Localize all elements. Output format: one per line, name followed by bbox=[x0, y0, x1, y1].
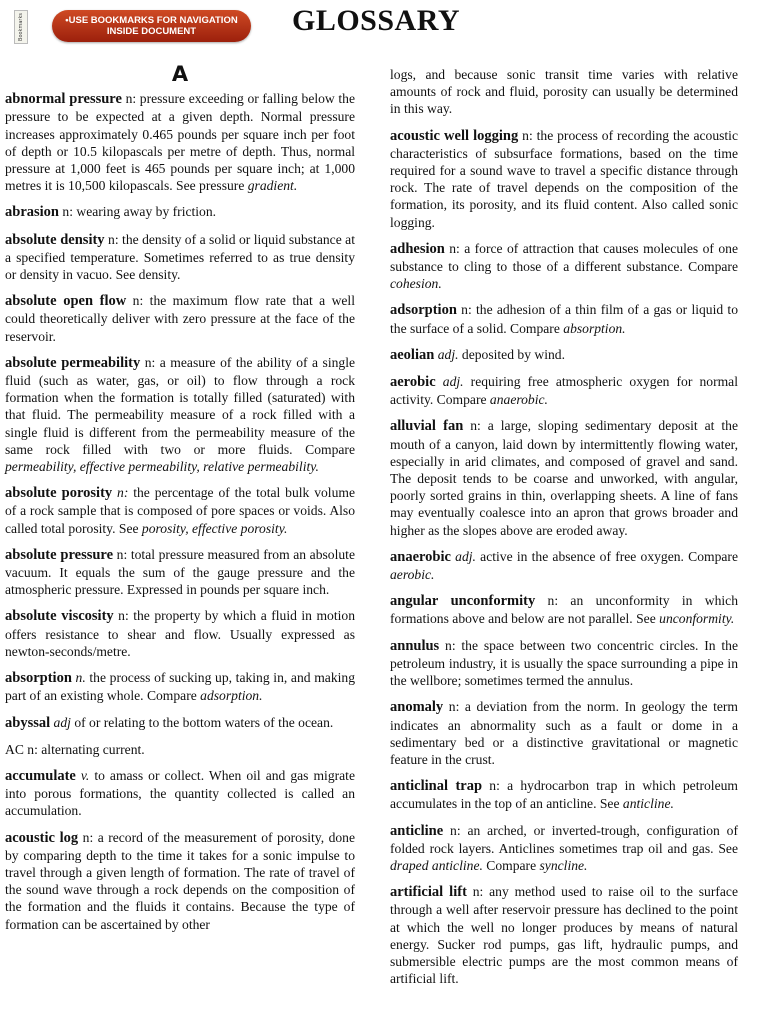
glossary-term: abrasion bbox=[5, 204, 59, 221]
glossary-term: anomaly bbox=[390, 699, 444, 716]
glossary-entry bbox=[5, 829, 355, 933]
part-of-speech: n: bbox=[461, 302, 472, 318]
part-of-speech: v. bbox=[80, 767, 90, 783]
definition-text: total pressure measured from an absolute vacuum. It equals the sum of the gauge pressure and the atmospheric pressure. Expressed in pounds per square inch. bbox=[5, 546, 355, 598]
cross-reference: gradient. bbox=[247, 178, 298, 194]
definition-text: the density of a solid or liquid substance at a specified temperature. Sometimes referred to as true density or density in vacuo. See density. bbox=[5, 231, 355, 283]
definition-text: a force of attraction that causes molecules of one substance to cling to those of a different substance. Compare bbox=[390, 240, 738, 275]
glossary-entry bbox=[390, 637, 738, 690]
page-title: GLOSSARY bbox=[292, 4, 460, 37]
glossary-entry bbox=[5, 767, 355, 820]
glossary-term: accumulate bbox=[5, 767, 76, 784]
continued-text: logs, and because sonic transit time varies with relative amounts of rock and fluid, porosity can usually be determined in this way. bbox=[390, 67, 738, 117]
glossary-term: artificial lift bbox=[390, 884, 467, 901]
glossary-entry bbox=[390, 373, 738, 408]
glossary-entry bbox=[5, 741, 355, 758]
definition-text: any method used to raise oil to the surface through a well after reservoir pressure has declined to the point at which the well no longer produces by means of natural energy. Sucker rod pumps, gas lift, hydraulic pumps, and submersible electric pumps are the most common means of artificial lift. bbox=[390, 884, 738, 987]
definition-text: Compare bbox=[482, 857, 540, 873]
cross-reference: unconformity. bbox=[659, 611, 735, 627]
glossary-term: angular unconformity bbox=[390, 593, 536, 610]
definition-text: the space between two concentric circles. In the petroleum industry, it is usually the space surrounding a pipe in the wellbore; sometimes termed the annulus. bbox=[390, 637, 738, 689]
glossary-entry bbox=[390, 346, 738, 364]
glossary-term: absolute open flow bbox=[5, 293, 127, 310]
definition-text: the percentage of the total bulk volume of a rock sample that is composed of pore spaces or voids. Also called total porosity. See bbox=[5, 485, 355, 536]
part-of-speech: n: bbox=[118, 608, 129, 624]
glossary-term: absolute viscosity bbox=[5, 608, 114, 625]
part-of-speech: n: bbox=[489, 778, 500, 794]
part-of-speech: n: bbox=[547, 593, 559, 609]
glossary-term: aerobic bbox=[390, 374, 436, 391]
glossary-entry bbox=[5, 607, 355, 660]
glossary-entry bbox=[390, 240, 738, 293]
definition-text: to amass or collect. When oil and gas migrate into porous formations, the quantity collected is called an accumulation. bbox=[5, 767, 355, 819]
glossary-entry bbox=[5, 354, 355, 475]
nav-button-line1: •USE BOOKMARKS FOR NAVIGATION bbox=[65, 15, 238, 26]
glossary-entry bbox=[390, 822, 738, 875]
definition-text: an unconformity in which formations above and below are not parallel. See bbox=[390, 593, 738, 627]
definition-text: of or relating to the bottom waters of the ocean. bbox=[70, 714, 334, 730]
part-of-speech: n: bbox=[472, 884, 484, 900]
cross-reference: absorption. bbox=[563, 320, 626, 336]
glossary-entry bbox=[5, 484, 355, 537]
part-of-speech: n: bbox=[132, 293, 144, 309]
glossary-entry bbox=[5, 292, 355, 345]
definition-text: a hydrocarbon trap in which petroleum accumulates in the top of an anticline. See bbox=[390, 778, 738, 812]
definition-text: the process of sucking up, taking in, and making part of an existing whole. Compare bbox=[5, 670, 355, 704]
definition-text: wearing away by friction. bbox=[72, 204, 217, 220]
part-of-speech: n: bbox=[62, 204, 73, 220]
definition-text: an arched, or inverted-trough, configuration of folded rock layers. Anticlines sometimes trap oil and gas. See bbox=[390, 822, 738, 856]
part-of-speech: n. bbox=[75, 670, 86, 686]
glossary-entry bbox=[390, 417, 738, 538]
left-column bbox=[5, 64, 355, 942]
part-of-speech: n: bbox=[82, 829, 94, 845]
glossary-entry bbox=[5, 231, 355, 284]
glossary-term: absolute pressure bbox=[5, 546, 114, 563]
part-of-speech: n: bbox=[108, 231, 119, 247]
part-of-speech: n: bbox=[117, 485, 129, 501]
glossary-term: abnormal pressure bbox=[5, 91, 122, 108]
glossary-term: aeolian bbox=[390, 346, 435, 363]
definition-text: a deviation from the norm. In geology the term indicates an abnormality such as a fault or dome in a sedimentary bed or a distinctive gravitational or magnetic feature in the crust. bbox=[390, 699, 738, 767]
glossary-term: acoustic log bbox=[5, 829, 79, 846]
bookmarks-tab[interactable] bbox=[14, 10, 28, 44]
definition-text: a record of the measurement of porosity, done by comparing depth to the time it takes for a sonic impulse to travel through a given length of formation. The rate of travel of the sound wave through a rock depends on the composition of the formation and the fluids it contains. Because the type of formation can be ascertained by other bbox=[5, 829, 355, 932]
right-column bbox=[390, 64, 738, 996]
glossary-entry bbox=[5, 714, 355, 732]
cross-reference: porosity, effective porosity. bbox=[141, 520, 288, 536]
glossary-entry bbox=[390, 883, 738, 987]
glossary-term: anaerobic bbox=[390, 548, 451, 565]
part-of-speech: adj bbox=[53, 714, 71, 730]
cross-reference: draped anticline. bbox=[390, 857, 483, 873]
part-of-speech: n: bbox=[522, 127, 533, 143]
part-of-speech: adj. bbox=[442, 374, 464, 390]
glossary-entry bbox=[390, 548, 738, 583]
glossary-term: alluvial fan bbox=[390, 418, 464, 435]
glossary-entry bbox=[390, 592, 738, 627]
glossary-entry bbox=[390, 301, 738, 336]
cross-reference: permeability, effective permeability, relative permeability. bbox=[5, 459, 319, 475]
glossary-term: absorption bbox=[5, 670, 72, 687]
glossary-term: abyssal bbox=[5, 714, 51, 731]
part-of-speech: n: bbox=[445, 637, 456, 653]
part-of-speech: n: bbox=[125, 91, 137, 107]
glossary-entry bbox=[390, 698, 738, 768]
definition-text: requiring free atmospheric oxygen for normal activity. Compare bbox=[390, 374, 738, 408]
glossary-term: absolute density bbox=[5, 231, 105, 248]
part-of-speech: adj. bbox=[437, 346, 459, 362]
part-of-speech: n: bbox=[450, 822, 461, 838]
definition-text: pressure exceeding or falling below the pressure to be expected at a given depth. Normal pressure increases approximately 0.465 pounds per square inch per foot of depth or 10.5 kilopascals per metre of depth. Thus, normal pressure at 1,000 feet is 465 pounds per square inch; at 1,000 metres it is 10,500 kilopascals. See pressure bbox=[5, 91, 355, 194]
cross-reference: cohesion. bbox=[390, 276, 442, 292]
definition-text: the maximum flow rate that a well could theoretically deliver with zero pressure at the face of the reservoir. bbox=[5, 293, 355, 344]
cross-reference: aerobic. bbox=[390, 567, 435, 583]
glossary-entry bbox=[5, 546, 355, 599]
glossary-term: anticlinal trap bbox=[390, 778, 483, 795]
glossary-term: anticline bbox=[390, 822, 444, 839]
cross-reference: anticline. bbox=[622, 796, 674, 812]
definition-text: the property by which a fluid in motion offers resistance to shear and flow. Usually expressed as newton-seconds/metre. bbox=[5, 608, 355, 659]
definition-text: active in the absence of free oxygen. Compare bbox=[475, 548, 738, 564]
definition-text: a measure of the ability of a single fluid (such as water, gas, or oil) to flow through a rock formation when the formation is totally filled (saturated) with that fluid. The permeability measure of a rock filled with a single fluid is different from the permeability measure of the same rock filled with two or more fluids. Compare bbox=[5, 354, 355, 457]
part-of-speech: adj. bbox=[455, 548, 476, 564]
cross-reference: anaerobic. bbox=[489, 392, 548, 408]
glossary-term: adsorption bbox=[390, 302, 457, 319]
section-letter: A bbox=[171, 62, 189, 86]
bookmarks-navigation-button[interactable] bbox=[52, 10, 251, 42]
part-of-speech: n: bbox=[449, 240, 460, 256]
glossary-entry bbox=[390, 127, 738, 231]
definition-text: AC n: alternating current. bbox=[5, 741, 145, 757]
glossary-term: adhesion bbox=[390, 240, 445, 257]
part-of-speech: n: bbox=[116, 546, 128, 562]
nav-button-line2: INSIDE DOCUMENT bbox=[106, 26, 197, 37]
definition-text: the adhesion of a thin film of a gas or liquid to the surface of a solid. Compare bbox=[390, 302, 738, 336]
part-of-speech: n: bbox=[470, 418, 481, 434]
bookmarks-tab-label: Bookmarks bbox=[18, 13, 24, 41]
glossary-entry bbox=[5, 90, 355, 194]
part-of-speech: n: bbox=[144, 354, 156, 370]
glossary-term: absolute porosity bbox=[5, 485, 113, 502]
glossary-entry bbox=[390, 777, 738, 812]
glossary-entry bbox=[5, 669, 355, 704]
cross-reference: adsorption. bbox=[200, 688, 263, 704]
glossary-term: acoustic well logging bbox=[390, 127, 519, 144]
cross-reference: syncline. bbox=[539, 857, 588, 873]
glossary-entry bbox=[5, 203, 355, 221]
glossary-term: absolute permeability bbox=[5, 354, 141, 371]
glossary-term: annulus bbox=[390, 637, 440, 654]
definition-text: deposited by wind. bbox=[458, 346, 565, 362]
definition-text: the process of recording the acoustic characteristics of subsurface formations, based on the time required for a sound wave to travel a specific distance through rock. The rate of travel depends on the composition of the formation, its porosity, and its fluid content. Also called sonic logging. bbox=[390, 127, 738, 230]
definition-text: a large, sloping sedimentary deposit at the mouth of a canyon, laid down by intermittently flowing water, especially in arid climates, and composed of gravel and sand. The deposit tends to be coarse and unworked, with angular, poorly sorted grains in thin, overlapping sheets. A line of fans may eventually coalesce into an apron that grows broader and higher as the slopes above are eroded away. bbox=[390, 418, 739, 538]
part-of-speech: n: bbox=[448, 699, 460, 715]
